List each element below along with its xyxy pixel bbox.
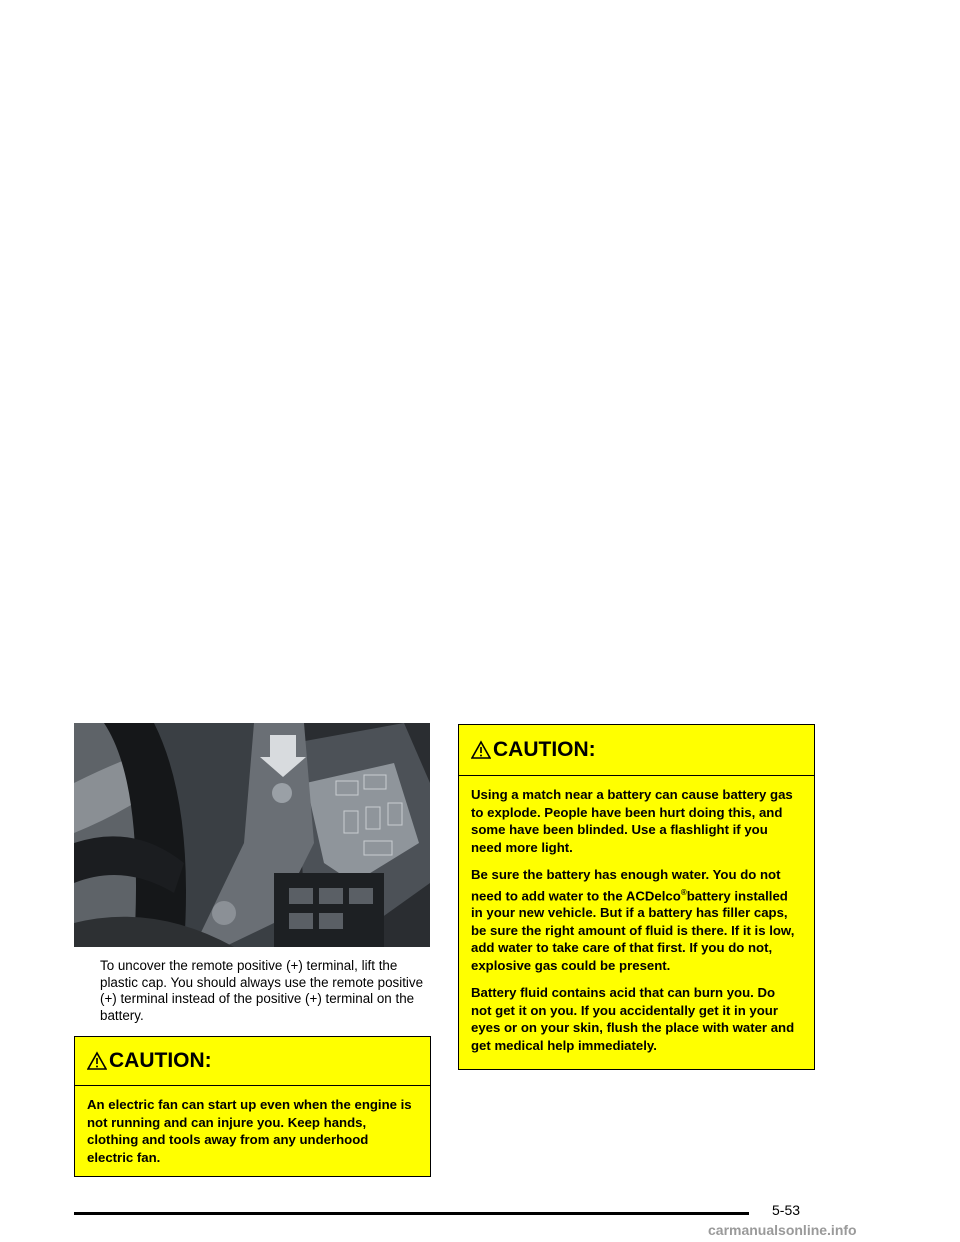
engine-fuse-box-photo <box>74 723 430 947</box>
caution-paragraph-water-end: battery installed in your new vehicle. But if a battery has filler caps, be sure the right amount of fluid is there. If it is low, add water to take care of that first. If you do not, explosive gas could be present. <box>471 887 795 973</box>
caution-body <box>459 776 814 1064</box>
caution-paragraph-water <box>471 866 798 974</box>
caution-body <box>75 1086 430 1176</box>
caution-header <box>75 1037 430 1086</box>
intro-paragraph: To uncover the remote positive (+) terminal, lift the plastic cap. You should always use the remote positive (+) terminal instead of the positive (+) terminal on the battery. <box>100 958 424 1023</box>
registered-mark: ® <box>680 887 687 897</box>
warning-triangle-icon <box>87 1051 107 1071</box>
footer-rule <box>74 1212 749 1215</box>
watermark: carmanualsonline.info <box>708 1222 857 1238</box>
caution-box-electric-fan <box>74 1036 431 1177</box>
caution-paragraph-acid: Battery fluid contains acid that can burn you. Do not get it on you. If you accidentally get it in your eyes or on your skin, flush the place with water and get medical help immediately. <box>471 985 795 1053</box>
caution-paragraph-water-start: Be sure the battery has enough water. You do not need to add water to the ACDelco <box>471 867 781 903</box>
caution-header <box>459 725 814 776</box>
caution-paragraph-match: Using a match near a battery can cause battery gas to explode. People have been hurt doing this, and some have been blinded. Use a flashlight if you need more light. <box>471 787 793 855</box>
page-number: 5-53 <box>772 1202 801 1218</box>
caution-title: CAUTION: <box>493 738 596 761</box>
caution-title: CAUTION: <box>109 1049 212 1072</box>
caution-box-battery <box>458 724 815 1070</box>
warning-triangle-icon <box>471 740 491 760</box>
caution-paragraph: An electric fan can start up even when the engine is not running and can injure you. Keep hands, clothing and tools away from any underhood electric fan. <box>87 1097 412 1165</box>
